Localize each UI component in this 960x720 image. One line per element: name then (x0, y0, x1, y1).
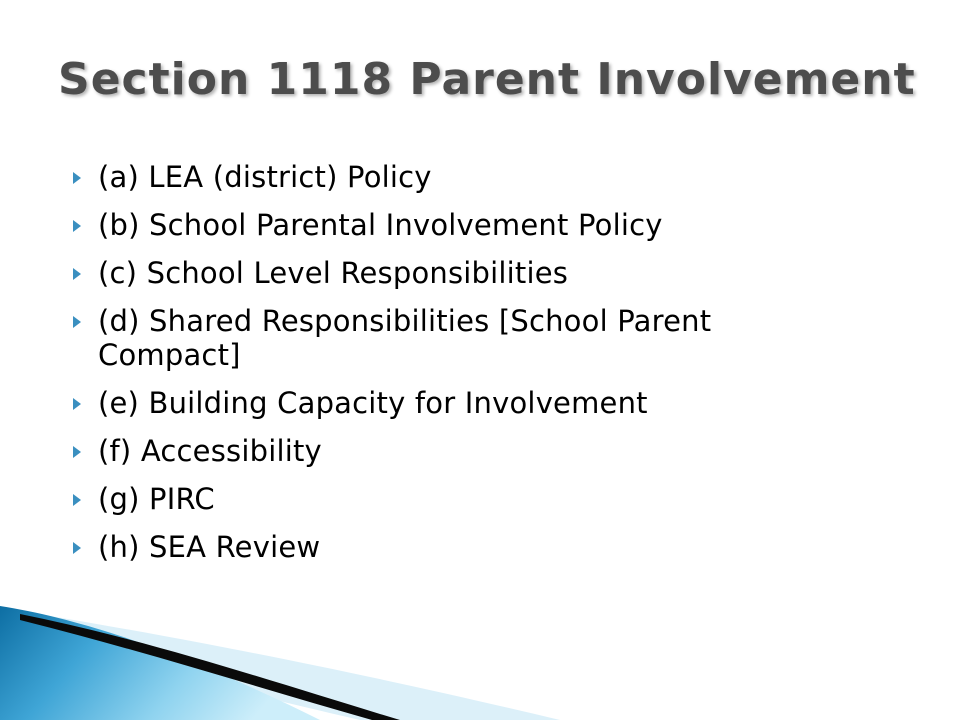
triangle-right-icon (72, 482, 98, 506)
triangle-right-icon (72, 304, 98, 328)
bullet-item-f (72, 434, 892, 468)
wave-black-stripe (20, 614, 400, 720)
triangle-right-icon (72, 160, 98, 184)
bullet-text: (a) LEA (district) Policy (98, 160, 432, 194)
bullet-text: (f) Accessibility (98, 434, 322, 468)
bullet-item-b (72, 208, 892, 242)
bullet-text: (b) School Parental Involvement Policy (98, 208, 663, 242)
triangle-right-icon (72, 256, 98, 280)
bullet-item-a (72, 160, 892, 194)
triangle-right-icon (72, 434, 98, 458)
wave-light-band (0, 608, 560, 720)
bullet-text: (d) Shared Responsibilities [School Parent Compact] (98, 304, 712, 372)
slide-title: Section 1118 Parent Involvement (58, 54, 916, 105)
triangle-right-icon (72, 208, 98, 232)
bullet-text: (e) Building Capacity for Involvement (98, 386, 648, 420)
bullet-text: (c) School Level Responsibilities (98, 256, 569, 290)
triangle-right-icon (72, 386, 98, 410)
bullet-list (72, 160, 892, 578)
wave-blue-band (0, 606, 320, 720)
bullet-item-h (72, 530, 892, 564)
bullet-item-e (72, 386, 892, 420)
bullet-text: (g) PIRC (98, 482, 215, 516)
bullet-item-d (72, 304, 892, 372)
bullet-item-g (72, 482, 892, 516)
bullet-text: (h) SEA Review (98, 530, 321, 564)
bullet-item-c (72, 256, 892, 290)
triangle-right-icon (72, 530, 98, 554)
